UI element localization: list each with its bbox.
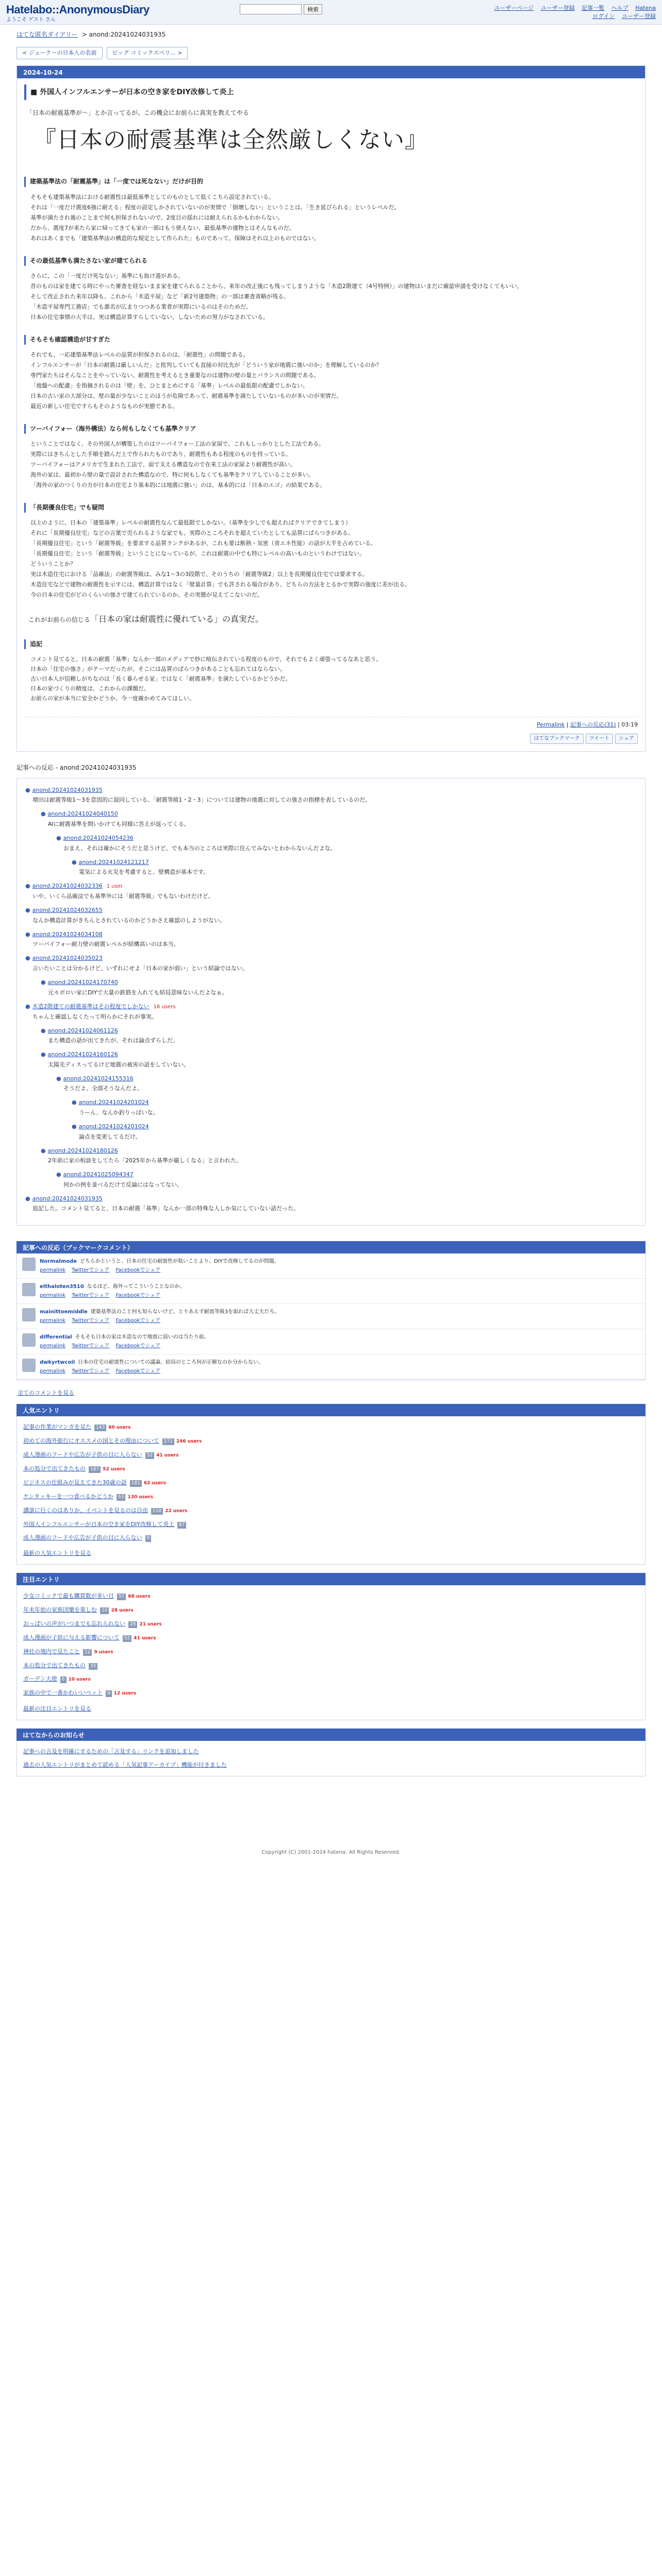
section-paragraph: そして改正された来年以降も、これから「木造平屋」など「新2号建築物」の一部は審査省略が残る。 [30,293,289,300]
comment-count: 32 [89,1663,97,1670]
twitter-share-link[interactable]: Twitterでシェア [72,1368,110,1375]
breadcrumb-sep: > [81,31,87,38]
reply-body: うーん、なんか釣りっぽいな。 [79,1109,159,1116]
section-paragraph: 実際にはきちんとした手順を踏んだ上で作られたものであり、耐震性もある程度のものを持っている。 [30,451,291,458]
global-header [0,0,662,25]
section-heading: 「長期優良住宅」でも疑問 [24,503,638,513]
search-form [240,4,322,14]
entry-link[interactable]: 少女コミックで最も購買数が多い日 [23,1592,114,1599]
reply-node [25,954,637,973]
reply-body: 何かの例を並べるだけで反論にはなってない。 [63,1181,183,1188]
list-item [23,1617,639,1631]
popular-list [16,1416,646,1565]
comment-count: 52 [145,1452,154,1459]
reply-body: AIに耐震基準を問いかけても同様に答えが返ってくる。 [48,821,190,828]
reply-body: 論点を変更してるだけ。 [79,1133,141,1140]
bookmark-permalink[interactable]: permalink [40,1267,65,1274]
section-paragraph: ツーバイフォーはアメリカで生まれた工法で、面で支える構造なので在来工法の家屋より耐震性が高い。 [30,461,296,468]
site-logo[interactable]: Hatelabo::AnonymousDiary [6,3,150,16]
reply-node [25,786,637,805]
bookmark-item [17,1279,645,1304]
section-paragraph: そもそも建築基準法における耐震性は最低基準としてのものとして低くこちら設定されている。 [30,193,274,200]
search-button[interactable]: 検索 [304,4,322,14]
entry-section [24,335,638,412]
comment-count: 12 [83,1649,92,1656]
bookmark-user[interactable]: mainittoemiddle [40,1309,88,1315]
comment-count: 57 [117,1594,126,1600]
reply-body: おまえ、それは確かにそうだと思うけど、でも本当のところは実際に住んでみないとわからないんだよな。 [63,844,336,852]
twitter-share-link[interactable]: Twitterでシェア [72,1267,110,1274]
entry-section [24,256,638,323]
reply-body: また構造の話が出てきたが、それは論点ずらしだ。 [48,1037,178,1044]
entry-link[interactable]: 外国人インフルエンサーが日本の空き家をDIY改修して炎上 [23,1520,174,1528]
section-paragraph: 日本の古い家の大部分は、壁の量が少ないことのほうが危険であって、耐震基準を満たしていないものが多いのが実情だ。 [30,392,342,399]
right-nav [489,4,656,21]
entry-date: 2024-10-24 [17,66,645,78]
entry-link[interactable]: 年末年始の家族団欒を楽しむ [23,1606,97,1613]
section-paragraph: 「木造平屋専門工務店」でも悪名が広まりつつある業者が実際にいるのはそのためだ。 [30,303,252,310]
reply-node [56,1074,637,1093]
bookmarks-list [16,1253,646,1380]
reply-body: 追記した。コメント見てると、日本の耐震「基準」なんか一部の特殊な人しか気にしていない話だった。 [32,1205,299,1212]
comment-count: 9 [145,1535,152,1542]
bullet-icon: ● [56,1171,61,1178]
facebook-share-link[interactable]: Facebookでシェア [115,1368,161,1375]
reply-node [72,1122,637,1141]
all-comments-link[interactable]: 全てのコメントを見る [18,1389,74,1397]
nav-help[interactable]: ヘルプ [611,5,628,11]
hot-list [16,1585,646,1720]
news-list [16,1741,646,1776]
entry-time: 03:19 [621,721,638,728]
section-paragraph: どういうことか？ [30,561,76,568]
news-title: はてなからのお知らせ [16,1728,646,1741]
section-paragraph: だから、震度7が来たら家に帰ってきても家の一部はもう使えない、最低基準の建物とはそんなものだ。 [30,224,295,231]
section-heading: 建築基準法の「耐震基準」は「一度では死なない」だけが目的 [24,177,638,187]
news-item [23,1758,639,1772]
list-item [23,1686,639,1700]
entry-link[interactable]: 成人漫画のフードや広告が子供の目に入らない [23,1451,142,1458]
facebook-share-link[interactable]: Facebookでシェア [115,1293,161,1299]
bookmark-count[interactable]: 16 users [153,1004,176,1010]
ending-big: 「日本の家は耐震性に優れている」の真実だ。 [90,614,264,624]
main-container [16,25,646,1857]
nav-list[interactable]: 記事一覧 [582,5,605,11]
reply-link[interactable]: 木造2階建ての耐震基準はその程度でしかない [32,1003,150,1010]
reply-body: そうだよ、全部そうなんだよ。 [63,1085,143,1092]
reply-node [56,1170,637,1189]
bullet-icon: ● [25,955,30,962]
search-input[interactable] [240,4,302,14]
permalink[interactable]: Permalink [537,721,565,728]
note-paragraph: 日本の家づくりの精度は、これからの課題だ。 [30,685,150,692]
bookmark-count[interactable]: 1 user [106,884,123,890]
section-paragraph: さらに、この「一度だけ死なない」基準にも抜け道がある。 [30,272,184,279]
trackback-link[interactable]: 記事への反応(31) [570,721,616,728]
reply-node [41,1026,637,1045]
entry-section [24,177,638,243]
section-paragraph: 「長期優良住宅」という「耐震等級」を要求する品質ランクがあるが、これも要は断熱・気密（省エネ性能）の話が大半を占めている。 [30,540,376,547]
reply-link[interactable]: anond:20241024034108 [32,930,103,938]
list-item [23,1531,639,1545]
reply-node [41,978,637,997]
ending-prefix: これがお前らの信じる [28,616,91,624]
entry-ending [28,613,638,626]
reply-link[interactable]: anond:20241024035023 [32,955,103,962]
bullet-icon: ● [41,1051,46,1058]
entry [16,65,646,752]
reply-link[interactable]: anond:20241025094347 [63,1171,134,1178]
bookmark-permalink[interactable]: permalink [40,1343,65,1349]
comment-count: 87 [177,1522,186,1529]
list-item [23,1645,639,1659]
breadcrumb-current: anond:20241024031935 [89,31,166,38]
signup-link[interactable]: ユーザー登録 [622,13,656,20]
nav-userpage[interactable]: ユーザーページ [494,5,534,11]
section-paragraph: インフルエンサーが「日本の耐震は厳しいんだ」と批判していても直接の対比先が「どういう家が地震に強いのか」を理解しているのか？ [30,361,382,368]
bookmark-item [17,1304,645,1329]
bookmark-users[interactable]: 21 users [139,1621,162,1627]
reply-body: ちゃんと確認しなくたって明らかにそれが事実。 [32,1013,157,1020]
reply-link[interactable]: anond:20241024031935 [32,1195,103,1202]
bullet-icon: ● [25,1195,30,1202]
section-paragraph: ということではなく、その外国人が構築したのはツーバイフォー工法の家屋で、これもしっかりとした工法である。 [30,440,325,448]
reply-link[interactable]: anond:20241024155316 [63,1075,134,1082]
twitter-share-link[interactable]: Twitterでシェア [72,1343,110,1349]
reply-node [25,906,637,925]
comment-count: 10 [100,1607,109,1614]
section-paragraph: それでも、一応建築基準法レベルの品質が担保されるのは、「耐震性」の問題である。 [30,351,249,358]
welcome-text: ようこそ ゲスト さん [6,17,56,23]
section-paragraph: 基準が満たされ後のことまで何も担保されないので、2度目の揺れには耐えられるかもわからない。 [30,214,284,221]
reply-body: なんか構造計算がきちんとされているのかどうかさえ確認のしようがない。 [32,917,225,924]
bookmark-comment: 建築基準法のこと何も知らないけど、とりあえず耐震等級3を取れば大丈夫だろ。 [90,1309,280,1315]
entry-link[interactable]: おっぱいの声がいつまでも忘れられない [23,1620,125,1627]
entry-section [24,503,638,600]
section-paragraph: 最近の新しい住宅ですらもそのようなものが実態である。 [30,402,178,410]
comment-count: 118 [151,1508,163,1515]
bookmark-item [17,1354,645,1380]
reply-link[interactable]: anond:20241024040150 [47,810,118,818]
bookmarks-title: 記事への反応（ブックマークコメント） [16,1241,646,1253]
entry-title: ■ 外国人インフルエンサーが日本の空き家をDIY改修して炎上 [24,84,638,100]
more-link[interactable]: 最新の注目エントリを見る [23,1705,91,1712]
entry-footer: Permalink | 記事への反応(31) | 03:19 [24,717,638,730]
popular-title: 人気エントリ [16,1404,646,1416]
section-paragraph: 「地盤への配慮」を指摘されるのは「壁」を、ひとまとめにする「基準」レベルの最低限の配慮でしかない。 [30,382,308,389]
bookmark-users[interactable]: 130 users [127,1494,154,1500]
entry-link[interactable]: ビジネスの仕組みが見えてきた30歳の話 [23,1479,127,1486]
avatar[interactable] [22,1333,36,1347]
prev-entry-link[interactable]: < ジュークーの日本人の名前 [16,47,103,59]
list-item [23,1434,639,1448]
reply-node [41,1146,637,1165]
entry-link[interactable]: ガーデン大使 [23,1675,57,1682]
facebook-share-link[interactable]: Facebookでシェア [115,1267,161,1274]
section-paragraph: 木造住宅などで建物の耐震性を示すには、構造計算ではなく「壁量計算」でも許される場合があり、どちらの方法をとるかで実際の強度に差が出る。 [30,581,410,588]
comment-count: 52 [123,1635,131,1642]
list-item [23,1462,639,1476]
avatar[interactable] [22,1359,36,1372]
entry-lead: 「日本の耐震基準が～」とか言ってるが、この機会にお前らに真実を教えてやる [26,109,250,117]
nav-hatena[interactable]: Hatena [635,5,656,11]
bookmark-comment: なるほど、海外ってこういうことなのか。 [87,1284,185,1290]
twitter-share-link[interactable]: Twitterでシェア [72,1318,110,1324]
entry-link[interactable]: 本の処分で出てきたもの [23,1662,86,1669]
reply-link[interactable]: anond:20241024201024 [78,1123,149,1130]
section-paragraph: 専門家たちはそんなことをやっていない。耐震性を考えるとき重要なのは建物の壁の量とバランスの問題である。 [30,371,320,379]
share-hatena-button[interactable]: はてなブックマーク [530,734,583,744]
reply-body: 言いたいことは分かるけど、いずれにせよ「日本の家が弱い」という結論ではない。 [32,965,248,972]
breadcrumb-parent[interactable]: はてな匿名ダイアリー [16,31,78,38]
bookmark-permalink[interactable]: permalink [40,1318,65,1324]
bullet-icon: ● [25,930,30,938]
list-item [23,1672,639,1686]
reply-link[interactable]: anond:20241024170740 [47,979,118,986]
entry-link[interactable]: 記事の作業がマンガを見た [23,1423,91,1430]
comment-count: 9 [106,1690,112,1697]
comment-count: 28 [128,1621,137,1628]
bullet-icon: ● [41,1027,46,1034]
reply-node [72,858,637,877]
bullet-icon: ● [41,810,46,818]
reply-node [25,882,637,901]
bookmark-user[interactable]: elthaloten3510 [40,1284,84,1290]
share-twitter-button[interactable]: ツイート [586,734,614,744]
reply-body: 増田は耐震等級1～3を意図的に混同している。「耐震等級1・2・3」については建物の地震に対しての強さの指標を表しているのだ。 [32,796,371,804]
entry-bigquote: 『日本の耐震基準は全然厳しくない』 [34,127,428,154]
bookmark-users[interactable]: 246 users [176,1438,202,1444]
reply-link[interactable]: anond:20241024031935 [32,786,103,793]
reply-node [56,834,637,853]
section-paragraph: それに「長期優良住宅」などの言葉で売られるような家でも、実際のところそれを超えていたとしても品質にばらつきがある。 [30,530,354,537]
section-paragraph: 昔のものは家を建てる時にやった審査を経ないまま家を建てられることから、来年の改正後にも残ってしまうような「木造2階建て（4号特例）」の建物はいまだに確認申請を受けなくてもいい。 [30,282,523,290]
entry-link[interactable]: 成人漫画が子供に与える影響について [23,1634,120,1641]
bookmark-users[interactable]: 41 users [156,1452,179,1458]
comment-count: 63 [117,1494,125,1501]
news-link[interactable]: 記事への言及を明確にするための「言及する」リンクを追加しました [23,1748,199,1755]
bullet-icon: ● [72,1099,77,1106]
reply-node [25,1194,637,1213]
bullet-icon: ● [25,1003,30,1010]
news-link[interactable]: 過去の人気エントリがまとめて読める「人気記事アーカイブ」機能が付きました [23,1761,227,1768]
bullet-icon: ● [25,907,30,914]
bullet-icon: ● [72,1123,77,1130]
entry-link[interactable]: 神社の境内で見たこと [23,1648,80,1655]
section-paragraph: 今の日本の住宅がどのくらいの強さで建てられているのか、その実態が見えてこないのだ。 [30,591,263,599]
entry-link[interactable]: 本の処分で出てきたもの [23,1465,86,1472]
bullet-icon: ● [41,1147,46,1154]
bookmark-users[interactable]: 10 users [68,1676,91,1682]
reply-link[interactable]: anond:20241024054236 [63,835,134,842]
section-heading: そもそも確認構造が甘すぎた [24,335,638,345]
section-paragraph: あれはあくまでも「建築基準法の構造的な規定として作られた」ものであって、保障はそれ以上のものではない。 [30,234,320,242]
login-link[interactable]: ログイン [592,13,615,20]
reply-link[interactable]: anond:20241024180126 [47,1147,118,1154]
bookmark-users[interactable]: 22 users [165,1508,188,1514]
hot-title: 注目エントリ [16,1573,646,1585]
share-facebook-button[interactable]: シェア [615,734,638,744]
section-heading: ツーバイフォー（海外構法）なら何もしなくても基準クリア [24,424,638,434]
entry-section [24,424,638,490]
tree-heading: 記事への反応 - anond:20241024031935 [16,764,137,771]
reply-tree [16,778,646,1226]
reply-body: いや、いくら品確法でも基準外には「耐震等級」でもないわけだけど。 [32,893,214,900]
section-paragraph: 「長期優良住宅」という「耐震等級」ということになっているが、これは耐震の中でも特にレベルの高いものというわけではない。 [30,550,365,557]
comment-count: 187 [89,1466,101,1473]
section-paragraph: それは「一度だけ震度6強に耐える」程度の設定しかされていないのが実情で「倒壊しない」ということは、「生き延びられる」というレベルだ。 [30,204,400,211]
entry-link[interactable]: 講演に行くのはありか、イベントを見るのは自由 [23,1506,148,1514]
reply-body: ツーバイフォー耐力壁の耐震レベルが結構高いのは本当。 [32,941,179,948]
news-item [23,1745,639,1758]
reply-link[interactable]: anond:20241024061126 [47,1027,118,1034]
bookmark-comment: どちらかというと、日本の住宅の耐震性が低いことより、DIYで改修してるのが問題。 [80,1259,279,1265]
reply-link[interactable]: anond:20241024032336 [32,883,103,890]
comment-count: 181 [130,1480,142,1487]
list-item [23,1476,639,1490]
bookmark-permalink[interactable]: permalink [40,1368,65,1375]
entry-note [24,639,638,703]
bullet-icon: ● [41,979,46,986]
note-paragraph: 日本の「住宅の強さ」がテーマだったが、そこには品質のばらつきがあることも忘れてはならない。 [30,666,286,673]
list-item [23,1490,639,1504]
bookmark-users[interactable]: 68 users [128,1594,151,1599]
list-item [23,1518,639,1531]
reply-node [25,1002,637,1021]
bookmark-users[interactable]: 52 users [103,1466,125,1472]
facebook-share-link[interactable]: Facebookでシェア [115,1343,161,1349]
comment-count: 6 [60,1676,67,1683]
list-item [23,1603,639,1617]
note-paragraph: 古い日本人が信頼しがちなのは「長く暮らせる家」ではなく「耐震基準」を満たしているかどうかだ。 [30,675,291,683]
entry-pager [16,47,646,59]
list-item [23,1504,639,1518]
bookmark-user[interactable]: Normalmode [40,1259,77,1265]
section-heading: その最低基準も満たさない家が建てられる [24,256,638,266]
comment-count: 271 [162,1438,174,1445]
entry-link[interactable]: 初めての海外旅行にオススメの国とその理由について [23,1437,159,1444]
next-entry-link[interactable]: ビッグ コミックスペリ... > [107,47,188,59]
reply-body: 電気による火災を考慮すると、壁構造が基本です。 [79,869,209,876]
reply-link[interactable]: anond:20241024032655 [32,907,103,914]
entry-link[interactable]: 家族の中で一番かわいいペット [23,1689,103,1696]
bookmark-users[interactable]: 9 users [94,1649,113,1655]
reply-node [72,1098,637,1117]
reply-body: 元々ボロい家にDIYで大量の鉄筋を入れても結局意味ないんだよなぁ。 [48,989,228,996]
section-paragraph: 海外の家は、最初から壁の量で設計された構造なので、特に何もしなくても基準をクリアしていることが多い。 [30,471,314,479]
note-paragraph: コメント見てると、日本の耐震「基準」なんか一部のメディアで妙に喧伝されている程度のもので、それでもよく頑張ってるなあと思う。 [30,656,382,663]
list-item [23,1448,639,1462]
bullet-icon: ● [56,1075,61,1082]
list-item [23,1659,639,1672]
bullet-icon: ● [25,786,30,793]
reply-body: 太陽光ディスってるけど地震の被害の話をしていない。 [48,1061,190,1068]
bookmark-user[interactable]: differential [40,1334,72,1341]
reply-link[interactable]: anond:20241024201024 [78,1099,149,1106]
section-paragraph: 日本の住宅事情の大半は、実は構造計算すらしていない、しないための努力がなされている。 [30,313,269,320]
avatar[interactable] [22,1258,36,1271]
avatar[interactable] [22,1308,36,1321]
share-buttons [24,734,638,744]
bookmark-permalink[interactable]: permalink [40,1293,65,1299]
section-paragraph: 実は木造住宅における「品確法」の耐震等級は、みな1～3の3段階で、そのうちの「耐震等級2」以上を長期優良住宅では要求する。 [30,571,368,578]
entry-link[interactable]: 成人漫画のフードや広告が子供の目に入らない [23,1534,142,1541]
bookmark-users[interactable]: 60 users [108,1425,131,1430]
reply-link[interactable]: anond:20241024160126 [47,1051,118,1058]
reply-body: 2年前に家の相談をしてたら「2025年から基準が厳しくなる」と言われた。 [48,1157,242,1164]
list-item [23,1420,639,1434]
bookmark-users[interactable]: 62 users [143,1480,167,1486]
bullet-icon: ● [25,883,30,890]
bookmark-comment: 日本の住宅の耐震性についての議論。結局のところ何が正解なのか分からない。 [78,1360,263,1366]
avatar[interactable] [22,1283,36,1296]
section-paragraph: 以上のように、日本の「建築基準」レベルの耐震性なんて最低限でしかない。（基準を少しでも超えればクリアできてしまう） [30,519,351,527]
entry-link[interactable]: ケンタッキーを一つ食べるかどうか [23,1493,114,1500]
facebook-share-link[interactable]: Facebookでシェア [115,1318,161,1324]
bookmark-item [17,1253,645,1279]
note-paragraph: お前らの家が本当に安全かどうか、今一度確かめてみてほしい。 [30,695,195,702]
reply-node [25,930,637,949]
reply-node [41,1050,637,1069]
bullet-icon: ● [56,835,61,842]
bullet-icon: ● [72,858,77,866]
breadcrumb [16,25,646,40]
bookmark-users[interactable]: 28 users [111,1607,134,1613]
nav-register[interactable]: ユーザー登録 [540,5,575,11]
twitter-share-link[interactable]: Twitterでシェア [72,1293,110,1299]
bookmark-users[interactable]: 12 users [113,1690,137,1696]
section-paragraph: 「海外の家のつくりの方が日本の住宅より基本的には地震に強い」のは、基本的には「日本のエゴ」の結果である。 [30,482,325,489]
reply-node [41,809,637,828]
bookmark-user[interactable]: dwkyrtwcoil [40,1360,75,1366]
comment-count: 143 [94,1425,106,1431]
bookmark-item [17,1329,645,1354]
bookmark-comment: そもそも日本の家は木造なので地震に弱いのは当たり前。 [75,1334,209,1341]
list-item [23,1631,639,1645]
bookmark-users[interactable]: 41 users [134,1635,156,1641]
copyright: Copyright (C) 2001-2024 hatena. All Rights Reserved. [261,1849,401,1855]
list-item [23,1589,639,1603]
reply-link[interactable]: anond:20241024121217 [78,858,149,866]
note-heading: 追記 [24,639,638,649]
more-link[interactable]: 最新の人気エントリを見る [23,1549,91,1556]
